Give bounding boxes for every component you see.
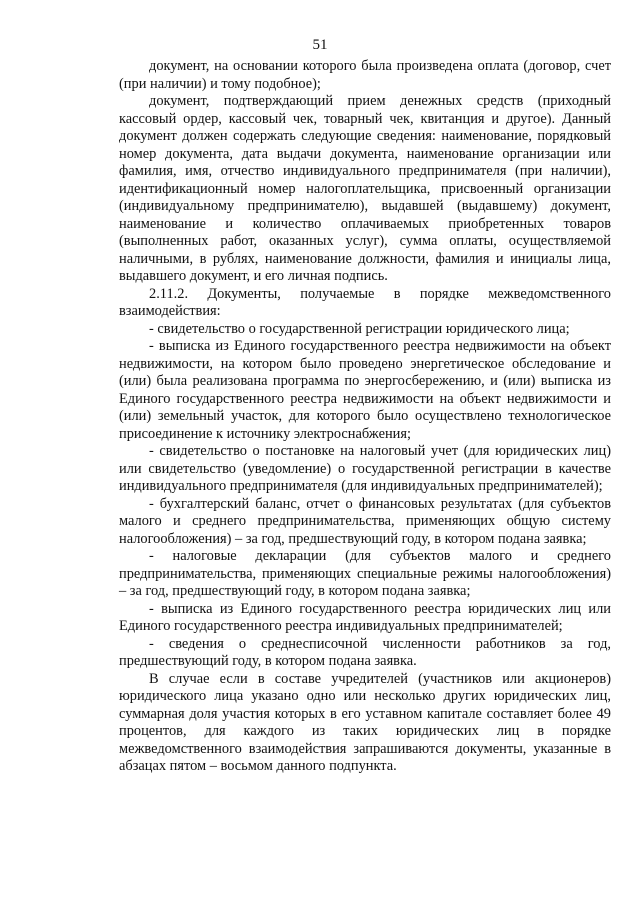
list-item-balance-sheet: - бухгалтерский баланс, отчет о финансовых результатах (для субъектов малого и среднего предпринимательства, применяющих общую систему налогообложения) – за год, предшествующий году, в котором подана заявка;: [119, 495, 611, 547]
paragraph-payment-document: документ, на основании которого была произведена оплата (договор, счет (при наличии) и тому подобное);: [119, 58, 611, 92]
list-item-employee-count: - сведения о среднесписочной численности работников за год, предшествующий году, в котором подана заявка.: [119, 635, 611, 669]
paragraph-founders-case: В случае если в составе учредителей (участников или акционеров) юридического лица указано одно или несколько других юридических лиц, суммарная доля участия которых в его уставном капитале составляет более 49 процентов, для каждого из таких юридических лиц в порядке межведомственного взаимодействия запрашиваются документы, указанные в абзацах пятом – восьмом данного подпункта.: [119, 670, 611, 774]
list-item-legal-entities-register: - выписка из Единого государственного реестра юридических лиц или Единого государственного реестра индивидуальных предпринимателей;: [119, 600, 611, 634]
list-item-registration-certificate: - свидетельство о государственной регистрации юридического лица;: [149, 320, 570, 337]
page-number: 51: [312, 37, 328, 53]
document-body: [119, 58, 611, 776]
list-item-tax-declarations: - налоговые декларации (для субъектов малого и среднего предпринимательства, применяющих специальные режимы налогообложения) – за год, предшествующий году, в котором подана заявка;: [119, 548, 611, 599]
list-item-tax-registration: - свидетельство о постановке на налоговый учет (для юридических лиц) или свидетельство (уведомление) о государственной регистрации в качестве индивидуального предпринимателя (для индивидуальных предпринимателей);: [119, 443, 611, 494]
list-item-real-estate-extract: - выписка из Единого государственного реестра недвижимости на объект недвижимости, на котором было проведено энергетическое обследование и (или) была реализована программа по энергосбережению, и (или) выписка из Единого государственного реестра недвижимости на объект недвижимости и (или) земельный участок, для которого было осуществлено технологическое присоединение к источнику электроснабжения;: [119, 338, 611, 442]
paragraph-section-2-11-2: 2.11.2. Документы, получаемые в порядке межведомственного взаимодействия:: [119, 285, 611, 319]
paragraph-receipt-document: документ, подтверждающий прием денежных средств (приходный кассовый ордер, кассовый чек, товарный чек, квитанция и другое). Данный документ должен содержать следующие сведения: наименование, порядковый номер документа, дата выдачи документа, наименование организации или фамилия, имя, отчество индивидуального предпринимателя (при наличии), идентификационный номер налогоплательщика, присвоенный организации (индивидуальному предпринимателю), выдавшей (выдавшему) документ, наименование и количество оплачиваемых приобретенных товаров (выполненных работ, оказанных услуг), сумма оплаты, осуществляемой наличными, в рублях, наименование должности, фамилия и инициалы лица, выдавшего документ, и его личная подпись.: [119, 93, 611, 284]
